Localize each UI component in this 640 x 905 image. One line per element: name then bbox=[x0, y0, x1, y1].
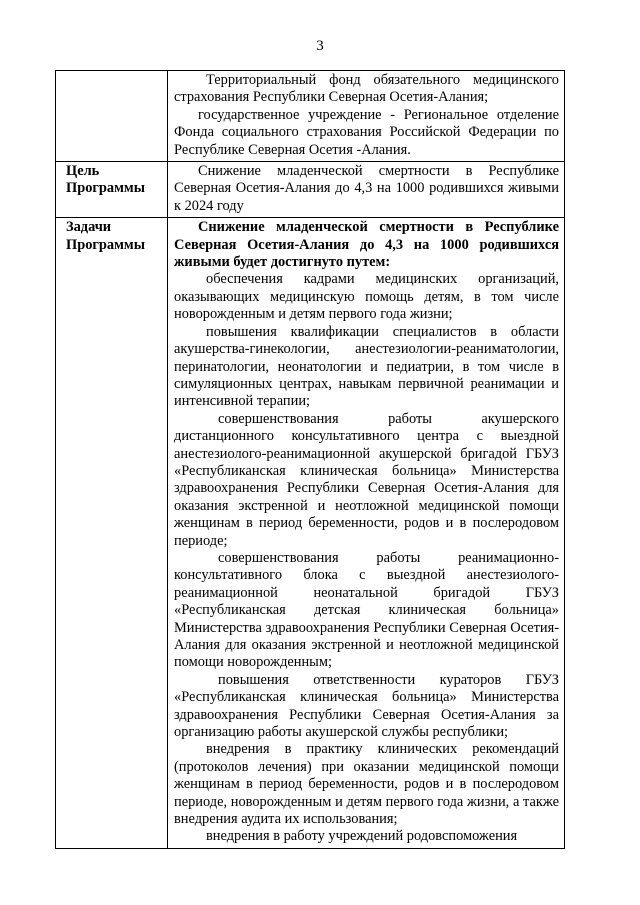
paragraph: совершенствования работы реанимационно-консультативного блока с выездной анестезиолого-реанимационной неонатальной бригадой ГБУЗ «Республиканская детская клиническая больница» Министерства здравоохранения Республики Северная Осетия-Алания для оказания экстренной и неотложной медицинской помощи новорожденным; bbox=[174, 549, 559, 671]
paragraph: повышения квалификации специалистов в области акушерства-гинекологии, анестезиологии-реаниматологии, перинатологии, неонатологии и педиатрии, в том числе в симуляционных центрах, навыкам первичной реанимации и интенсивной терапии; bbox=[174, 323, 559, 410]
paragraph: обеспечения кадрами медицинских организаций, оказывающих медицинскую помощь детям, в том числе новорожденным и детям первого года жизни; bbox=[174, 271, 559, 323]
paragraph-lead: Снижение младенческой смертности в Республике Северная Осетия-Алания до 4,3 на 1000 родившихся живыми будет достигнуто путем: bbox=[174, 219, 559, 271]
page-number: 3 bbox=[316, 38, 324, 54]
row-content bbox=[168, 218, 565, 849]
paragraph: внедрения в работу учреждений родовспоможения bbox=[206, 828, 518, 845]
paragraph: государственное учреждение - Региональное отделение Фонда социального страхования Российской Федерации по Республике Северная Осетия -Алания. bbox=[174, 106, 559, 158]
paragraph: совершенствования работы акушерского дистанционного консультативного центра с выездной анестезиолого-реанимационной акушерской бригадой ГБУЗ «Республиканская клиническая больница» Министерства здравоохранения Республики Северная Осетия-Алания для оказания экстренной и неотложной медицинской помощи женщинам в период беременности, родов и в послеродовом периоде; bbox=[174, 410, 559, 549]
row-label: Задачи Программы bbox=[56, 218, 168, 849]
paragraph: внедрения в практику клинических рекомендаций (протоколов лечения) при оказании медицинской помощи женщинам в период беременности, родов и в послеродовом периоде, новорожденным и детям первого года жизни, а также внедрения аудита их использования; bbox=[174, 741, 559, 828]
row-label: Цель Программы bbox=[56, 162, 168, 218]
paragraph: Территориальный фонд обязательного медицинского страхования Республики Северная Осетия-Алания; bbox=[174, 72, 559, 106]
row-content bbox=[168, 71, 565, 162]
table-row bbox=[56, 218, 565, 849]
table-row bbox=[56, 162, 565, 218]
row-content bbox=[168, 162, 565, 218]
paragraph: Снижение младенческой смертности в Республике Северная Осетия-Алания до 4,3 на 1000 родившихся живыми к 2024 году bbox=[174, 163, 559, 214]
table-row bbox=[56, 71, 565, 162]
program-table bbox=[55, 70, 565, 849]
paragraph: повышения ответственности кураторов ГБУЗ «Республиканская клиническая больница» Министерства здравоохранения Республики Северная Осетия-Алания за организацию работы акушерской службы республики; bbox=[174, 671, 559, 741]
row-label bbox=[56, 71, 168, 162]
